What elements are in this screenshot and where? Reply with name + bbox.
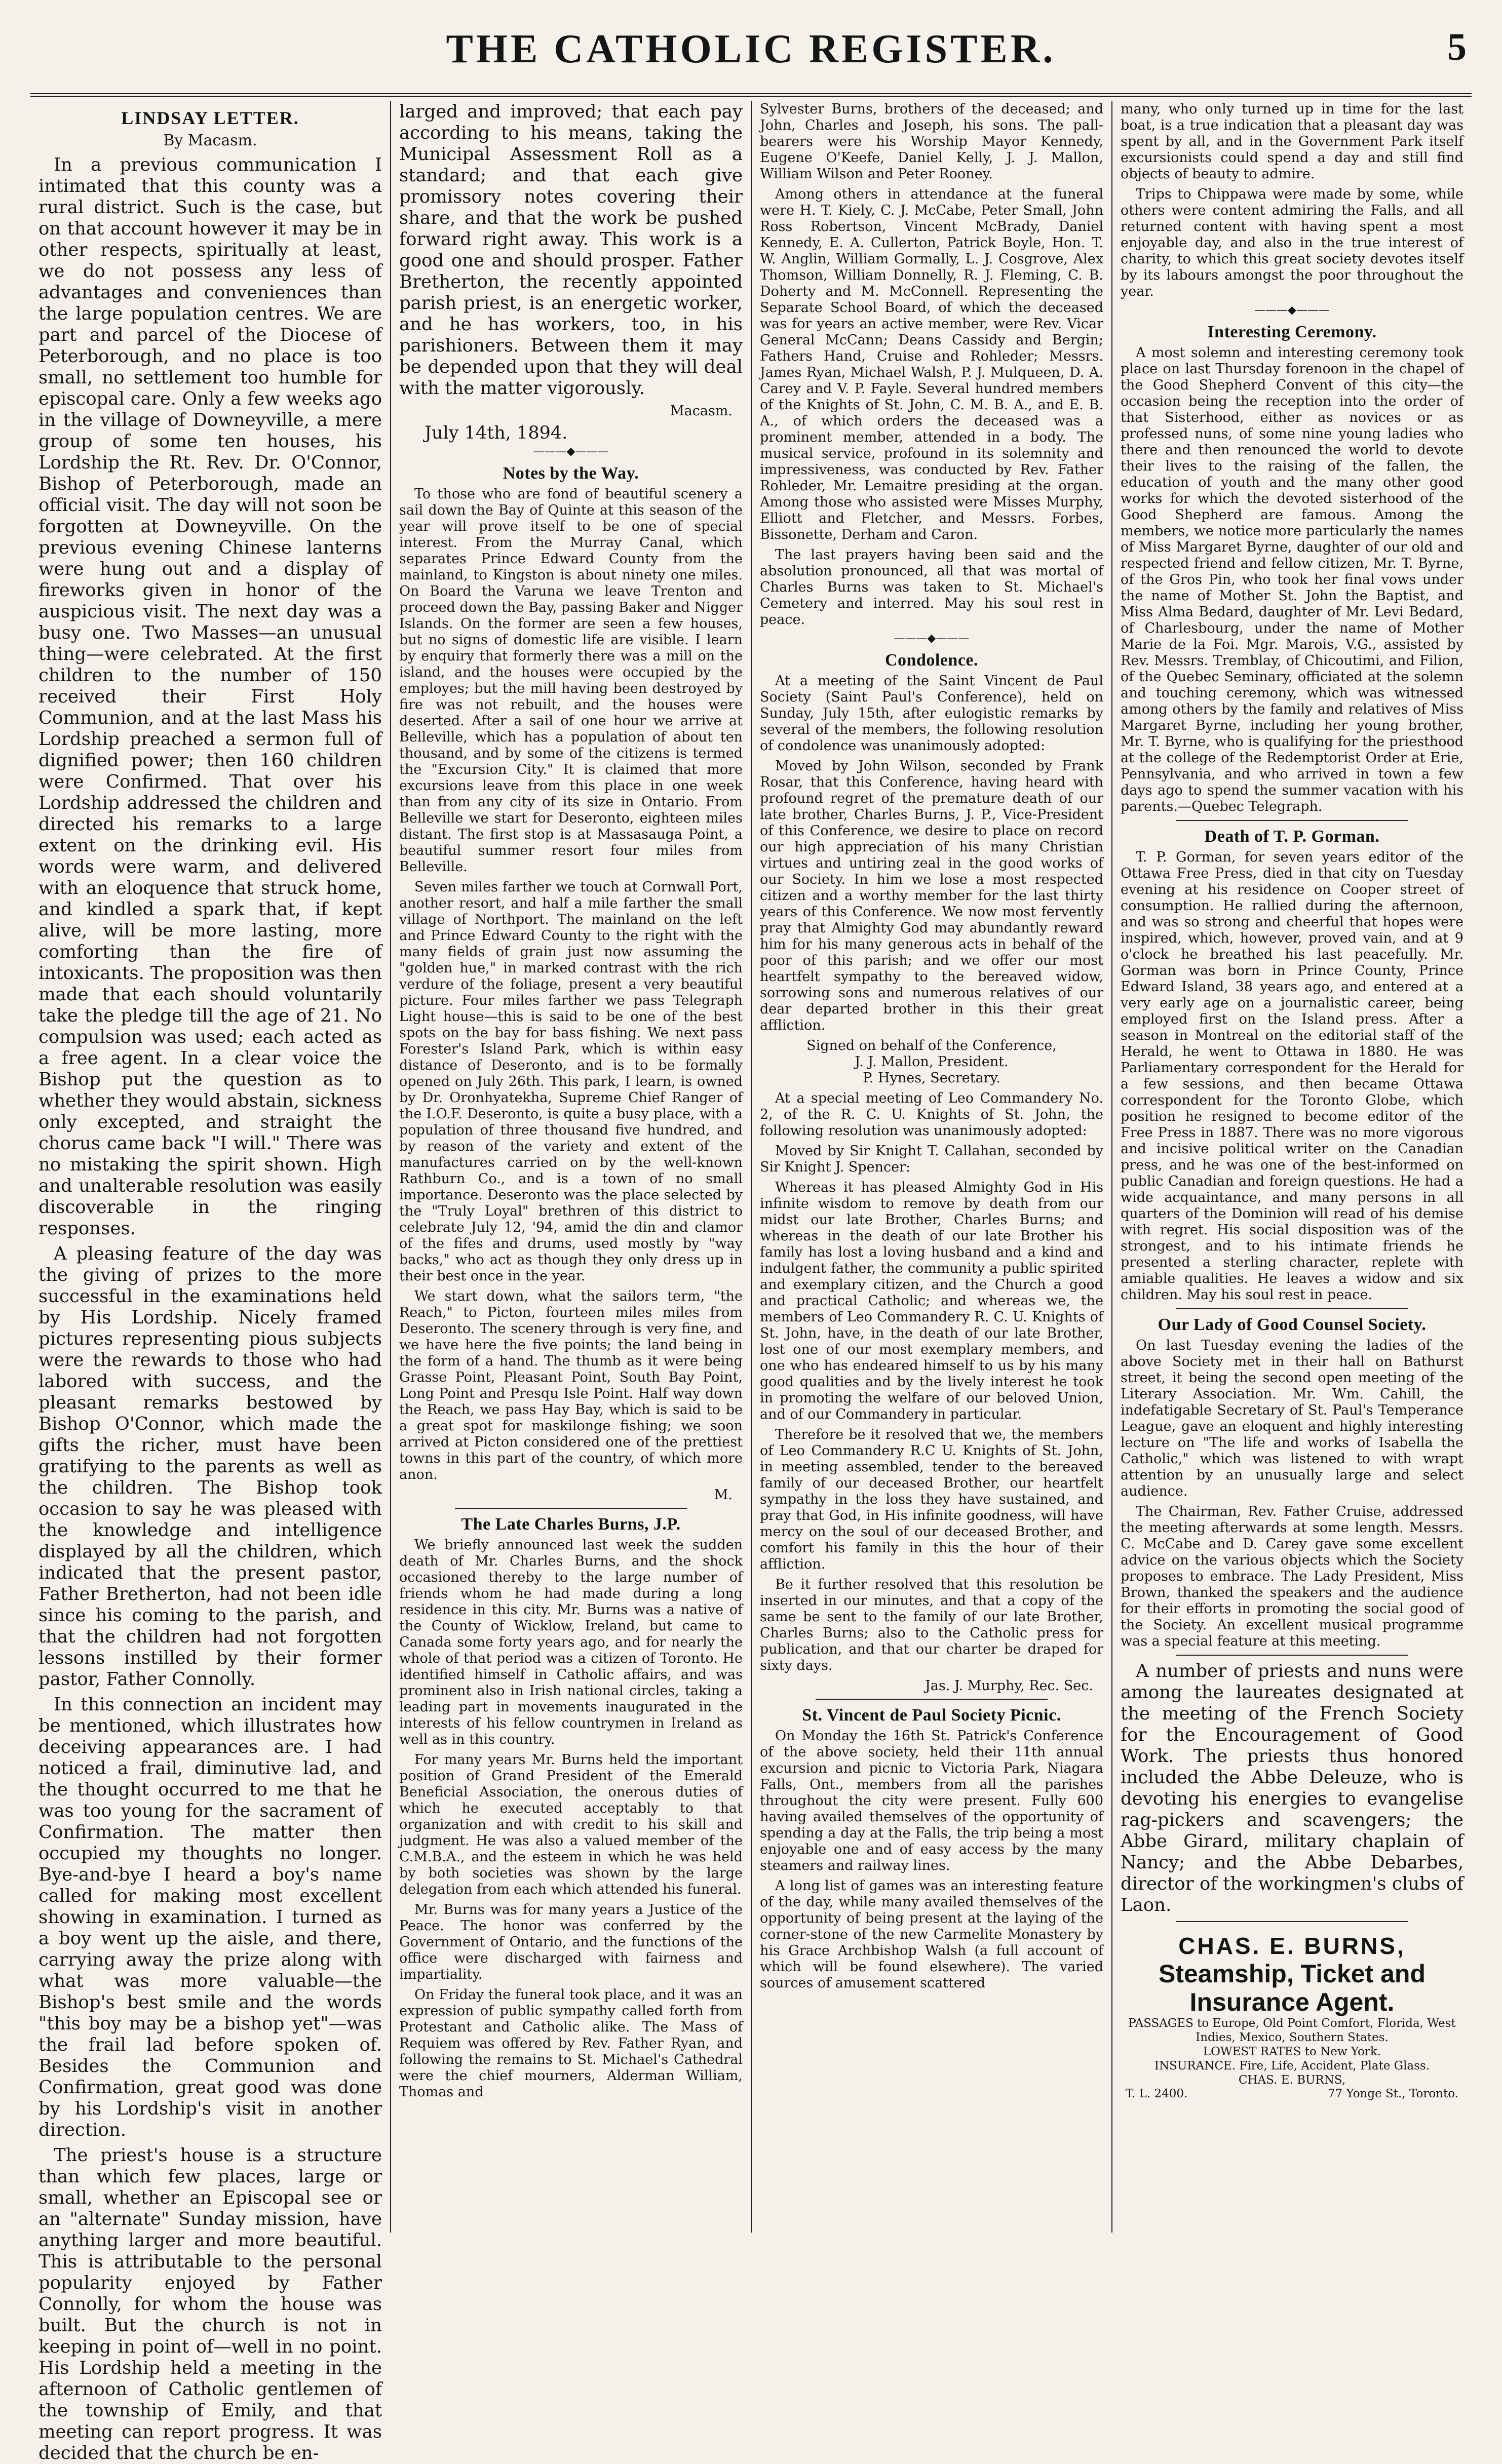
notes-signature: M. [714, 1487, 733, 1503]
picnic-paragraph-2: A long list of games was an interesting feature of the day, while many availed themselves of the opportunity of being present at the laying of the corner-stone of the new Carmelite Monastery by his Grace Archbishop Walsh (a full account of which will be found elsewhere). The varied sources of amusement scattered [760, 1878, 1103, 1991]
lindsay-paragraph-2: A pleasing feature of the day was the giving of prizes to the more successful in the examinations held by His Lordship. Nicely framed pictures representing pious subjects were the rewards to those who had labored with success, and the pleasant remarks bestowed by Bishop O'Connor, which made the gifts the richer, must have been gratifying to the parents as well as the children. The Bishop took occasion to say he was pleased with the knowledge and intelligence displayed by all the children, which indicated that the present pastor, Father Bretherton, had not been idle since his coming to the parish, and that the children had not forgotten lessons instilled by their former pastor, Father Connolly. [38, 1243, 382, 1690]
ornament-divider: ———◆——— [894, 632, 970, 645]
column-1 [30, 101, 391, 2463]
good-counsel-heading: Our Lady of Good Counsel Society. [1158, 1315, 1427, 1334]
condolence-signature-president: J. J. Mallon, President. [855, 1054, 1009, 1070]
page-number: 5 [1447, 26, 1467, 68]
gorman-paragraph-1: T. P. Gorman, for seven years editor of the Ottawa Free Press, died in that city on Tuesday evening at his residence on Cooper street of consumption. He rallied during the afternoon, and was so strong and cheerful that hopes were inspired, which, however, proved vain, and at 9 o'clock he breathed his last peacefully. Mr. Gorman was born in Prince County, Prince Edward Island, 38 years ago, and entered at a very early age on a journalistic career, being employed first on the Island press. After a season in Montreal on the editorial staff of the Herald, he went to Ottawa in 1880. He was Parliamentary correspondent for the Herald for a few sessions, and then became Ottawa correspondent for the Toronto Globe, which position he resigned to become editor of the Free Press in 1887. There was no more vigorous and incisive political writer on the Canadian press, and he was one of the best-informed on public Canadian and foreign questions. He had a wide acquaintance, and many persons in all quarters of the Dominion will read of his demise with regret. His social disposition was of the strongest, and to his intimate friends he presented a sterling character, replete with amiable qualities. He leaves a widow and six children. May his soul rest in peace. [1121, 849, 1464, 1303]
masthead [30, 12, 1472, 97]
divider-rule [1176, 1921, 1408, 1922]
ad-line-insurance: INSURANCE. Fire, Life, Accident, Plate Glass. [1154, 2059, 1430, 2072]
condolence-paragraph-2: Moved by John Wilson, seconded by Frank Rosar, that this Conference, having heard with profound regret of the premature death of our late brother, Charles Burns, J. P., Vice-President of this Conference, we desire to place on record our high appreciation of his many Christian virtues and untiring zeal in the good works of our Society. In him we lose a most respected citizen and a worthy member for the last thirty years of this Conference. We now most fervently pray that Almighty God may abundantly reward him for his many generous acts in behalf of the poor of this parish; and we offer our most heartfelt sympathy to the bereaved widow, sorrowing sons and numerous relatives of our dear departed brother in this their great affliction. [760, 758, 1103, 1033]
lindsay-paragraph-1: In a previous communication I intimated that this county was a rural district. Such is the case, but on that account however it may be in other respects, spiritually at least, we do not possess any less of advantages and conveniences than the large population centres. We are part and parcel of the Diocese of Peterborough, and no place is too small, no settlement too humble for episcopal care. Only a few weeks ago in the village of Downeyville, a mere group of some ten houses, his Lordship the Rt. Rev. Dr. O'Connor, Bishop of Peterborough, made an official visit. The day will not soon be forgotten at Downeyville. On the previous evening Chinese lanterns were hung out and a display of fireworks given in honor of the auspicious visit. The next day was a busy one. Two Masses—an unusual thing—were celebrated. At the first children to the number of 150 received their First Holy Communion, and at the last Mass his Lordship preached a sermon full of dignified power; then 160 children were Confirmed. That over his Lordship addressed the children and directed his remarks to a large extent on the drinking evil. His words were warm, and delivered with an eloquence that struck home, and kindled a spark that, if kept alive, will be more lasting, more comforting than the fire of intoxicants. The proposition was then made that each should voluntarily take the pledge till the age of 21. No compulsion was used; each acted as a free agent. In a clear voice the Bishop put the question as to whether they would abstain, sickness only excepted, and straight the chorus came back "I will." There was no mistaking the spirit shown. High and unalterable resolution was easily discoverable in the ringing responses. [38, 154, 382, 1239]
picnic-paragraph-1: On Monday the 16th St. Patrick's Conference of the above society, held their 11th annual excursion and picnic to Victoria Park, Niagara Falls, Ont., members from all the parishes throughout the city were present. Fully 600 having availed themselves of the opportunity of spending a day at the Falls, the trip being a most enjoyable one and of easy access by the many steamers and railway lines. [760, 1728, 1103, 1873]
picnic-heading: St. Vincent de Paul Society Picnic. [802, 1706, 1061, 1725]
notes-paragraph-2: Seven miles farther we touch at Cornwall Port, another resort, and half a mile farther the small village of Northport. The mainland on the left and Prince Edward County to the right with the many fields of grain just now assuming the "golden hue," in marked contrast with the rich verdure of the foliage, present a very beautiful picture. Four miles farther we pass Telegraph Light house—this is said to be one of the best spots on the bay for bass fishing. We next pass Forester's Island Park, which is within easy distance of Deseronto, and is to be formally opened on July 26th. This park, I learn, is owned by Dr. Oronhyatekha, Supreme Chief Ranger of the I.O.F. Deseronto, is quite a busy place, with a population of three thousand five hundred, and by reason of the variety and extent of the manufactures carried on by the well-known Rathburn Co., and is a town of no small importance. Deseronto was the place selected by the "Truly Loyal" brethren of this district to celebrate July 12, '94, amid the din and clamor of the fifes and drums, used mostly by "way backs," who act as though they only dress up in their best once in the year. [399, 879, 743, 1284]
burns-paragraph-3: Mr. Burns was for many years a Justice of the Peace. The honor was conferred by the Government of Ontario, and the functions of the office were discharged with fairness and impartiality. [399, 1902, 743, 1982]
column-3 [752, 101, 1112, 2233]
ad-line-passages: PASSAGES to Europe, Old Point Comfort, Florida, West Indies, Mexico, Southern States. [1128, 2017, 1456, 2044]
notes-heading: Notes by the Way. [503, 464, 639, 483]
condolence-paragraph-6: Therefore be it resolved that we, the members of Leo Commandery R.C U. Knights of St. John, in meeting assembled, tender to the bereaved family of our deceased Brother, our heartfelt sympathy in the loss they have sustained, and pray that God, in His infinite goodness, will have mercy on the soul of our deceased Brother, and comfort his family in this the hour of their affliction. [760, 1427, 1103, 1572]
condolence-signature-secretary: P. Hynes, Secretary. [863, 1070, 1000, 1086]
ad-line-rates: LOWEST RATES to New York. [1203, 2045, 1381, 2058]
column-2 [391, 101, 752, 2233]
condolence-signature-rec-sec: Jas. J. Murphy, Rec. Sec. [925, 1678, 1093, 1694]
laureates-paragraph: A number of priests and nuns were among the laureates designated at the meeting of the French Society for the Encouragement of Good Work. The priests thus honored included the Abbe Deleuze, who is devoting his energies to evangelise rag-pickers and scavengers; the Abbe Girard, military chaplain of Nancy; and the Abbe Debarbes, director of the workingmen's clubs of Laon. [1121, 1661, 1464, 1915]
ad-line-name: CHAS. E. BURNS, [1238, 2074, 1346, 2087]
condolence-paragraph-3: At a special meeting of Leo Commandery No. 2, of the R. C. U. Knights of St. John, the following resolution was unanimously adopted: [760, 1090, 1103, 1139]
lindsay-paragraph-4: The priest's house is a structure than which few places, large or small, whether an Episcopal see or an "alternate" Sunday mission, have anything larger and more beautiful. This is attributable to the personal popularity enjoyed by Father Connolly, for whom the house was built. But the church is not in keeping in point of—well in no point. His Lordship held a meeting in the afternoon of Catholic gentlemen of the township of Emily, and that meeting can report progress. It was decided that the church be en- [38, 2145, 382, 2463]
lindsay-letter-heading: LINDSAY LETTER. [121, 108, 299, 128]
ornament-divider: ———◆——— [533, 445, 609, 458]
lindsay-paragraph-5: larged and improved; that each pay according to his means, taking the Municipal Assessment Roll as a standard; and that each give promissory notes covering their share, and that the work be pushed forward right away. This work is a good one and should prosper. Father Bretherton, the recently appointed parish priest, is an energetic worker, and he has workers, too, in his parishioners. Between them it may be depended upon that they will deal with the matter vigorously. [399, 101, 743, 399]
ad-phone: T. L. 2400. [1126, 2087, 1188, 2100]
burns-paragraph-2: For many years Mr. Burns held the important position of Grand President of the Emerald Beneficial Association, the onerous duties of which he executed acceptably to that organization and with credit to his skill and judgment. He was also a valued member of the C.M.B.A., and the esteem in which he was held by both societies was shown by the large delegation from each which attended his funeral. [399, 1752, 743, 1897]
burns-paragraph-7: The last prayers having been said and the absolution pronounced, all that was mortal of Charles Burns was taken to St. Michael's Cemetery and interred. May his soul rest in peace. [760, 547, 1103, 628]
divider-rule [1176, 1308, 1408, 1309]
ad-name: CHAS. E. BURNS, [1178, 1933, 1406, 1959]
good-counsel-paragraph-2: The Chairman, Rev. Father Cruise, addressed the meeting afterwards at some length. Messrs. C. McCabe and D. Carey gave some excellent advice on the various objects which the Society proposes to embrace. The Lady President, Miss Brown, thanked the speakers and the audience for their efforts in promoting the social good of the Society. An excellent musical programme was a special feature at this meeting. [1121, 1504, 1464, 1649]
ceremony-paragraph-1: A most solemn and interesting ceremony took place on last Thursday forenoon in the chapel of the Good Shepherd Convent of this city—the occasion being the reception into the order of that Sisterhood, either as novices or as professed nuns, of some nine young ladies who there and then renounced the world to devote their lives to the raising of the fallen, the education of youth and the many other good works for which the devoted sisterhood of the Good Shepherd are famous. Among the members, we notice more particularly the names of Miss Margaret Byrne, daughter of our old and respected friend and fellow citizen, Mr. T. Byrne, of the Gros Pin, who took her final vows under the name of Mother St. John the Baptist, and Miss Alma Bedard, daughter of Mr. Levi Bedard, of Charlesbourg, under the name of Mother Marie de la Foi. Mgr. Marois, V.G., assisted by Rev. Messrs. Tremblay, of Chicoutimi, and Filion, of the Quebec Seminary, officiated at the solemn and touching ceremony, which was witnessed among others by the family and relatives of Miss Margaret Byrne, including her young brother, Mr. T. Byrne, who is qualifying for the priesthood at the college of the Redemptorist Order at Erie, Pennsylvania, and who arrived in town a few days ago to spend the summer vacation with his parents.—Quebec Telegraph. [1121, 345, 1464, 814]
ceremony-heading: Interesting Ceremony. [1207, 323, 1377, 341]
ad-address: 77 Yonge St., Toronto. [1327, 2087, 1458, 2100]
lindsay-letter-byline: By Macasm. [163, 132, 257, 149]
ornament-divider: ———◆——— [1254, 304, 1330, 317]
picnic-paragraph-4: Trips to Chippawa were made by some, while others were content admiring the Falls, and all returned content with having spent a most enjoyable day, and also in the true interest of charity, to which this great society devotes itself by its labours amongst the poor throughout the year. [1121, 186, 1464, 299]
notes-paragraph-1: To those who are fond of beautiful scenery a sail down the Bay of Quinte at this season of the year will prove itself to be one of special interest. From the Murray Canal, which separates Prince Edward County from the mainland, to Kingston is about ninety one miles. On Board the Varuna we leave Trenton and proceed down the Bay, passing Baker and Nigger Islands. On the former are seen a few houses, but no signs of domestic life are visible. I learn by enquiry that formerly there was a mill on the island, and the houses were occupied by the employes; but the mill having been destroyed by fire was not rebuilt, and the houses were deserted. After a sail of one hour we arrive at Belleville, which has a population of about ten thousand, and by some of the citizens is termed the "Excursion City." It is claimed that more excursions leave from this place in one week than from any city of its size in Ontario. From Belleville we start for Deseronto, eighteen miles distant. The first stop is at Massasauga Point, a beautiful summer resort four miles from Belleville. [399, 486, 743, 875]
condolence-paragraph-7: Be it further resolved that this resolution be inserted in our minutes, and that a copy of the same be sent to the family of our late Brother, Charles Burns; also to the Catholic press for publication, and that our charter be draped for sixty days. [760, 1577, 1103, 1673]
burns-heading: The Late Charles Burns, J.P. [461, 1515, 681, 1534]
lindsay-paragraph-3: In this connection an incident may be mentioned, which illustrates how deceiving appearances are. I had noticed a frail, diminutive lad, and the thought occurred to me that he was too young for the sacrament of Confirmation. The matter then occupied my thoughts no longer. Bye-and-bye I heard a boy's name called for making most excellent showing in examination. I turned as a boy went up the aisle, and there, carrying away the prize along with what was more valuable—the Bishop's best smile and the words "this boy may be a bishop yet"—was the frail lad before spoken of. Besides the Communion and Confirmation, great good was done by his Lordship's visit in another direction. [38, 1694, 382, 2140]
ad-title: Steamship, Ticket and Insurance Agent. [1158, 1960, 1426, 2016]
condolence-signed: Signed on behalf of the Conference, [806, 1038, 1057, 1053]
divider-rule [816, 1699, 1048, 1700]
condolence-heading: Condolence. [885, 651, 978, 670]
burns-paragraph-6: Among others in attendance at the funeral were H. T. Kiely, C. J. McCabe, Peter Small, John Ross Robertson, Vincent McBrady, Daniel Kennedy, E. A. Cullerton, Patrick Boyle, Hon. T. W. Anglin, William Gormally, L. J. Cosgrove, Alex Thomson, William Donnelly, R. J. Fleming, C. B. Doherty and M. McConnell. Representing the Separate School Board, of which the deceased was for years an active member, were Rev. Vicar General McCann; Deans Cassidy and Bergin; Fathers Hand, Cruise and Rohleder; Messrs. James Ryan, Michael Walsh, P. J. Mulqueen, D. A. Carey and V. P. Fayle. Several hundred members of the Knights of St. John, C. M. B. A., and E. B. A., of which orders the deceased was a prominent member, attended in a body. The musical service, profound in its solemnity and impressiveness, was conducted by Rev. Father Rohleder, Mr. Lemaitre presiding at the organ. Among those who assisted were Misses Murphy, Elliott and Fletcher, and Messrs. Forbes, Bissonette, Derham and Caron. [760, 186, 1103, 542]
burns-paragraph-5: Sylvester Burns, brothers of the deceased; and John, Charles and Joseph, his sons. The pall-bearers were his Worship Mayor Kennedy, Eugene O'Keefe, Daniel Kelly, J. J. Mallon, William Wilson and Peter Rooney. [760, 101, 1103, 182]
picnic-paragraph-3: many, who only turned up in time for the last boat, is a true indication that a pleasant day was spent by all, and in the Government Park itself excursionists could spend a day and still find objects of beauty to admire. [1121, 101, 1464, 182]
divider-rule [1176, 820, 1408, 821]
condolence-paragraph-4: Moved by Sir Knight T. Callahan, seconded by Sir Knight J. Spencer: [760, 1143, 1103, 1175]
ad-footer-row [1121, 2087, 1464, 2100]
condolence-paragraph-5: Whereas it has pleased Almighty God in His infinite wisdom to remove by death from our midst our late Brother, Charles Burns; and whereas in the death of our late Brother his family has lost a loving husband and a kind and indulgent father, the community a public spirited and exemplary citizen, and the Church a good and practical Catholic; and whereas we, the members of Leo Commandery R. C. U. Knights of St. John, have, in the death of our late Brother, lost one of our most exemplary members, and one who has endeared himself to us by his many good qualities and by the lively interest he took in promoting the welfare of our beloved Union, and of our Commandery in particular. [760, 1180, 1103, 1422]
columns [30, 101, 1472, 2463]
advertisement-burns [1121, 1932, 1464, 2100]
good-counsel-paragraph-1: On last Tuesday evening the ladies of the above Society met in their hall on Bathurst street, it being the second open meeting of the Literary Association. Mr. Wm. Cahill, the indefatigable Secretary of St. Paul's Temperance League, gave an eloquent and highly interesting lecture on "The life and works of Isabella the Catholic," which was listened to with wrapt attention by an unusually large and select audience. [1121, 1338, 1464, 1499]
masthead-title: THE CATHOLIC REGISTER. [446, 27, 1056, 71]
divider-rule [1176, 1655, 1408, 1656]
column-4 [1112, 101, 1472, 2233]
divider-rule [455, 1508, 687, 1509]
burns-paragraph-1: We briefly announced last week the sudden death of Mr. Charles Burns, and the shock occasioned thereby to the large number of friends whom he had made during a long residence in this city. Mr. Burns was a native of the County of Wicklow, Ireland, but came to Canada some forty years ago, and for nearly the whole of that period was a citizen of Toronto. He identified himself in Catholic affairs, and was prominent also in Irish national circles, taking a leading part in movements inaugurated in the interests of his fellow countrymen in Ireland as well as in this country. [399, 1537, 743, 1747]
condolence-paragraph-1: At a meeting of the Saint Vincent de Paul Society (Saint Paul's Conference), held on Sunday, July 15th, after eulogistic remarks by several of the members, the following resolution of condolence was unanimously adopted: [760, 673, 1103, 754]
gorman-heading: Death of T. P. Gorman. [1204, 827, 1380, 846]
notes-paragraph-3: We start down, what the sailors term, "the Reach," to Picton, fourteen miles miles from Deseronto. The scenery through is very fine, and we have here the five points; the land being in the form of a hand. The thumb as it were being Grasse Point, Pleasant Point, South Bay Point, Long Point and Presqu Isle Point. Half way down the Reach, we pass Hay Bay, which is said to be a great spot for maskilonge fishing; we soon arrived at Picton considered one of the prettiest towns in this part of the country, of which more anon. [399, 1288, 743, 1482]
lindsay-date: July 14th, 1894. [425, 423, 568, 443]
lindsay-signature: Macasm. [670, 403, 733, 419]
burns-paragraph-4: On Friday the funeral took place, and it was an expression of public sympathy called forth from Protestant and Catholic alike. The Mass of Requiem was offered by Rev. Father Ryan, and following the remains to St. Michael's Cathedral were the chief mourners, Alderman William, Thomas and [399, 1987, 743, 2100]
